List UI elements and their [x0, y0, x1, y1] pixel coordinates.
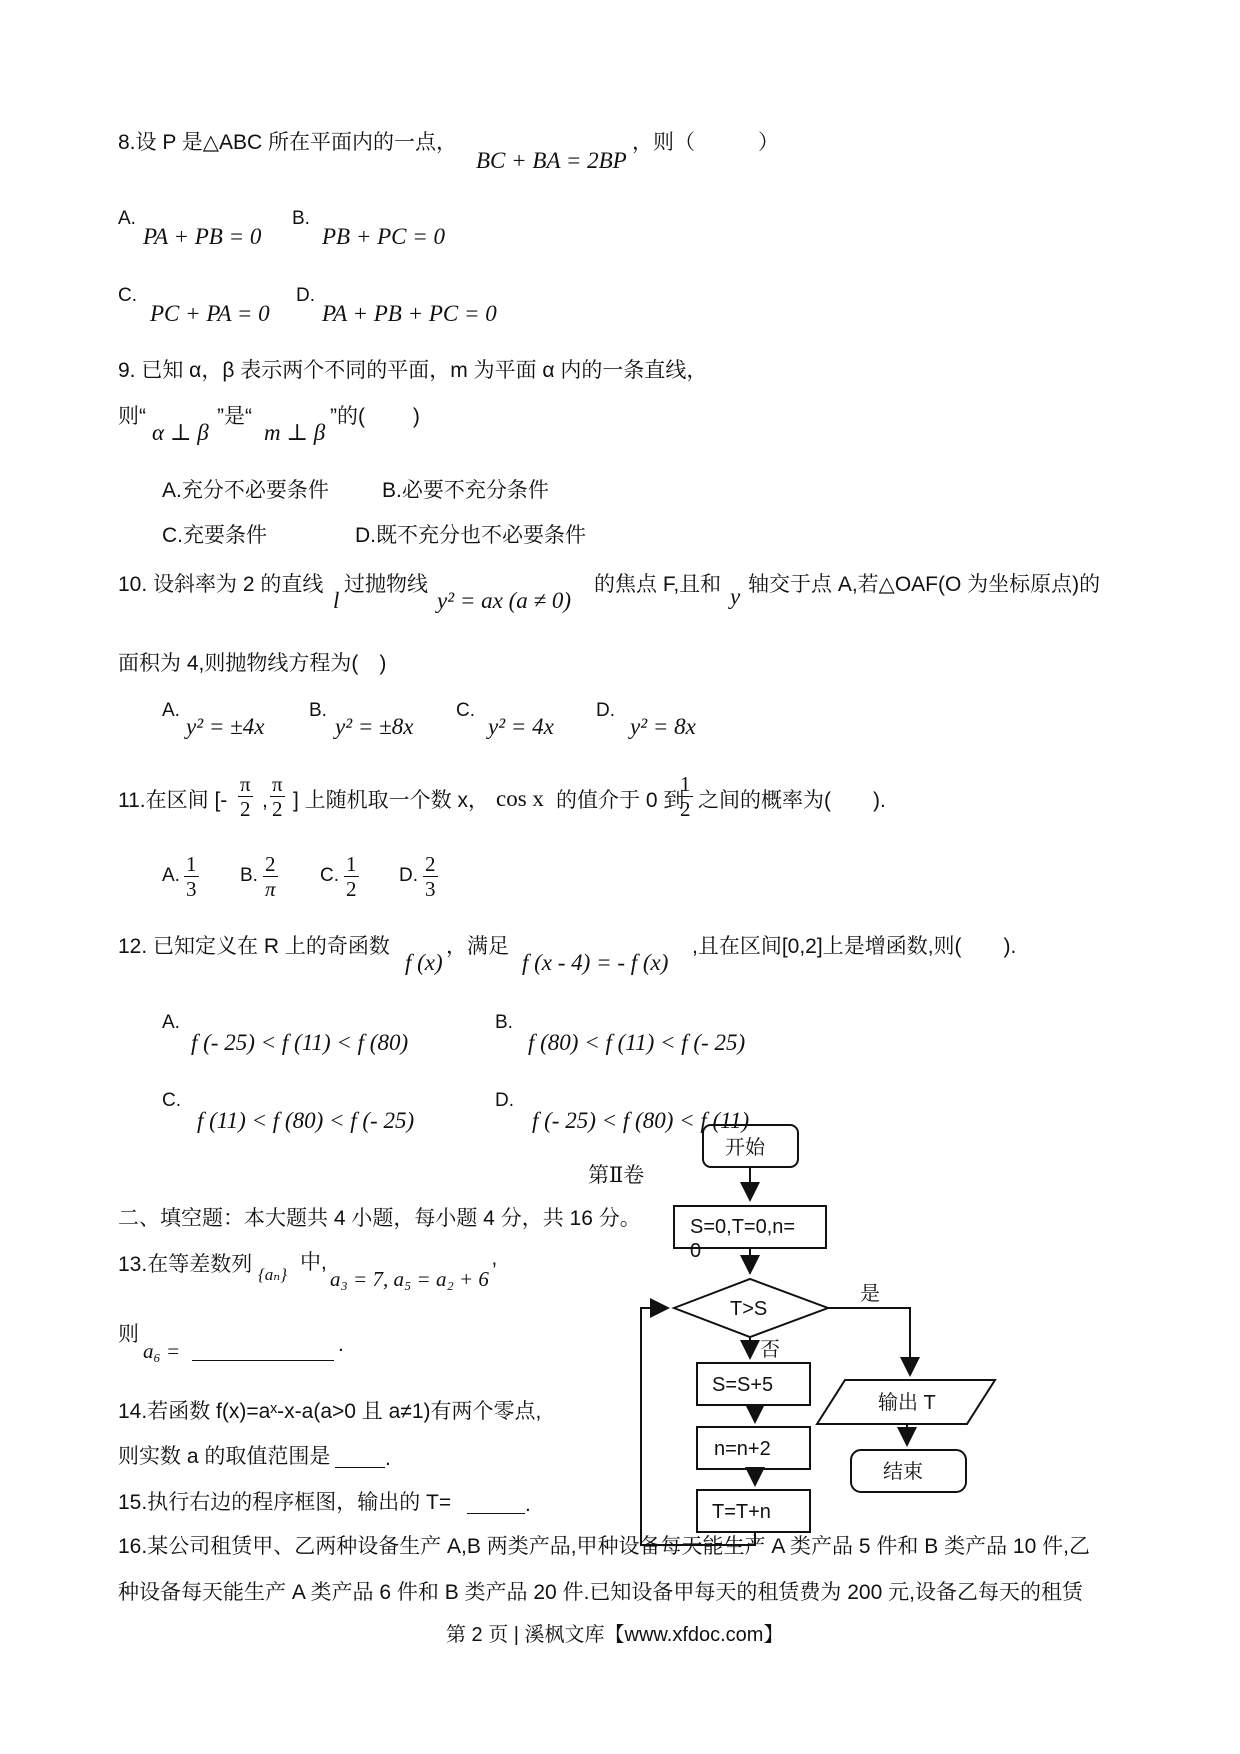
q10-option-b: y² = ±8x	[335, 714, 414, 739]
q12-part3: ,且在区间[0,2]上是增函数,则( ).	[692, 935, 1017, 958]
q9-line1: 9. 已知 α，β 表示两个不同的平面，m 为平面 α 内的一条直线，	[118, 359, 708, 382]
q12-option-b: f (80) < f (11) < f (- 25)	[528, 1030, 746, 1055]
q13-part3: ’	[492, 1259, 497, 1282]
q8-option-d-label: D.	[296, 285, 315, 306]
q12-option-c: f (11) < f (80) < f (- 25)	[197, 1108, 415, 1133]
page-footer: 第 2 页 | 溪枫文库【www.xfdoc.com】	[446, 1624, 784, 1646]
flow-init-text-2: 0	[690, 1240, 702, 1262]
q10-parabola: y² = ax (a ≠ 0)	[437, 588, 572, 613]
q11-two-2: 2	[272, 797, 283, 821]
q10-option-d-label: D.	[596, 700, 615, 721]
flow-end-text: 结束	[883, 1461, 923, 1483]
q13-a6: a₆ =	[143, 1339, 181, 1363]
q8-text: 8.设 P 是△ABC 所在平面内的一点，	[118, 131, 457, 154]
q11-part1: 11.在区间 [-	[118, 789, 228, 812]
q13-condition: a₃ = 7, a₅ = a₂ + 6	[330, 1267, 489, 1291]
q10-option-c-label: C.	[456, 700, 475, 721]
q13-part1: 13.在等差数列	[118, 1253, 253, 1276]
q8-option-c-label: C.	[118, 285, 137, 306]
q8-option-c: PC + PA = 0	[150, 301, 270, 326]
q11-option-a-den: 3	[186, 877, 197, 901]
q11-option-a-label: A.	[162, 865, 180, 886]
q11-comma: ,	[262, 789, 268, 812]
q10-part4: 轴交于点 A,若△OAF(O 为坐标原点)的	[748, 573, 1101, 596]
flow-s3-text: T=T+n	[712, 1501, 771, 1523]
q12-option-a-label: A.	[162, 1012, 180, 1033]
q8-option-a-label: A.	[118, 208, 136, 229]
q15-end: .	[525, 1493, 531, 1516]
q12-option-d: f (- 25) < f (80) < f (11)	[532, 1108, 750, 1133]
q12-option-d-label: D.	[495, 1090, 514, 1111]
q10-line-l: l	[333, 588, 340, 613]
q14-end: .	[385, 1447, 391, 1470]
q10-part2: 过抛物线	[344, 573, 428, 596]
q9-pre: 则“	[118, 405, 146, 428]
q11-option-d-label: D.	[399, 865, 418, 886]
q8-option-a: PA + PB = 0	[143, 224, 262, 249]
q16-line1: 16.某公司租赁甲、乙两种设备生产 A,B 两类产品,甲种设备每天能生产 A 类产品 5 件和 B 类产品 10 件,乙	[118, 1535, 1090, 1558]
q9-expr2: m ⊥ β	[264, 420, 326, 445]
q12-option-c-label: C.	[162, 1090, 181, 1111]
q9-mid: ”是“	[217, 405, 252, 428]
q9-option-b: B.必要不充分条件	[382, 479, 549, 502]
q8-option-b-label: B.	[292, 208, 310, 229]
q10-option-b-label: B.	[309, 700, 327, 721]
q12-equation: f (x - 4) = - f (x)	[522, 950, 669, 975]
q11-option-c-label: C.	[320, 865, 339, 886]
q15-text: 15.执行右边的程序框图，输出的 T=	[118, 1491, 452, 1514]
q10-option-a-label: A.	[162, 700, 180, 721]
q11-option-b-label: B.	[240, 865, 258, 886]
q11-half-den: 2	[680, 797, 691, 821]
q10-part3: 的焦点 F,且和	[594, 573, 722, 596]
section-title: 第Ⅱ卷	[588, 1163, 645, 1187]
q8-tail: ，则（ ）	[632, 131, 779, 154]
q12-part1: 12. 已知定义在 R 上的奇函数	[118, 935, 390, 958]
flow-init-text-1: S=0,T=0,n=	[690, 1216, 796, 1238]
q11-pi: π	[240, 772, 251, 796]
q12-part2: ，满足	[446, 935, 509, 958]
q8-option-b: PB + PC = 0	[322, 224, 446, 249]
q11-two: 2	[240, 797, 251, 821]
q11-half-num: 1	[680, 772, 691, 796]
q9-expr1: α ⊥ β	[152, 420, 209, 445]
q10-line2: 面积为 4,则抛物线方程为( )	[118, 652, 387, 675]
flow-output-text: 输出 T	[878, 1392, 936, 1414]
q11-option-b-num: 2	[265, 852, 276, 876]
q9-option-d: D.既不充分也不必要条件	[355, 524, 586, 547]
q11-cos: cos x	[496, 786, 544, 811]
fill-heading: 二、填空题：本大题共 4 小题，每小题 4 分，共 16 分。	[118, 1207, 641, 1230]
q13-end: .	[338, 1333, 344, 1356]
flow-no-label: 否	[760, 1339, 780, 1361]
q11-option-c-den: 2	[346, 877, 357, 901]
q16-line2: 种设备每天能生产 A 类产品 6 件和 B 类产品 20 件.已知设备甲每天的租赁费为 200 元,设备乙每天的租赁	[118, 1581, 1083, 1604]
flow-s2-text: n=n+2	[714, 1438, 771, 1460]
q11-option-d-num: 2	[425, 852, 436, 876]
q11-pi-2: π	[272, 772, 283, 796]
q11-part2: ] 上随机取一个数 x，	[293, 789, 490, 812]
q12-option-a: f (- 25) < f (11) < f (80)	[191, 1030, 409, 1055]
q10-option-c: y² = 4x	[488, 714, 554, 739]
q11-option-c-num: 1	[346, 852, 357, 876]
q14-line2: 则实数 a 的取值范围是	[118, 1445, 331, 1468]
flow-arrow-yes	[828, 1308, 910, 1375]
q10-option-a: y² = ±4x	[186, 714, 265, 739]
q11-option-a-num: 1	[186, 852, 197, 876]
flow-s1-text: S=S+5	[712, 1374, 774, 1396]
q11-option-b-den: π	[264, 877, 276, 901]
q10-part1: 10. 设斜率为 2 的直线	[118, 573, 324, 596]
q13-part2: 中,	[300, 1251, 327, 1274]
q11-part4: 之间的概率为( ).	[698, 789, 886, 812]
q9-option-c: C.充要条件	[162, 524, 267, 547]
q10-option-d: y² = 8x	[630, 714, 696, 739]
flow-cond-text: T>S	[730, 1298, 768, 1320]
q11-option-d-den: 3	[425, 877, 436, 901]
q13-sequence: {aₙ}	[258, 1265, 287, 1284]
q11-part3: 的值介于 0 到	[556, 789, 685, 812]
q8-option-d: PA + PB + PC = 0	[322, 301, 497, 326]
q14-line1: 14.若函数 f(x)=aˣ-x-a(a>0 且 a≠1)有两个零点,	[118, 1400, 542, 1423]
q9-option-a: A.充分不必要条件	[162, 479, 329, 502]
flow-yes-label: 是	[860, 1283, 880, 1305]
q9-post: ”的( )	[330, 405, 420, 428]
flow-start-text: 开始	[725, 1137, 765, 1159]
q10-y: y	[730, 584, 741, 609]
q12-fx: f (x)	[405, 950, 443, 975]
q12-option-b-label: B.	[495, 1012, 513, 1033]
q8-condition: BC + BA = 2BP	[476, 148, 627, 173]
q13-pre: 则	[118, 1323, 139, 1346]
